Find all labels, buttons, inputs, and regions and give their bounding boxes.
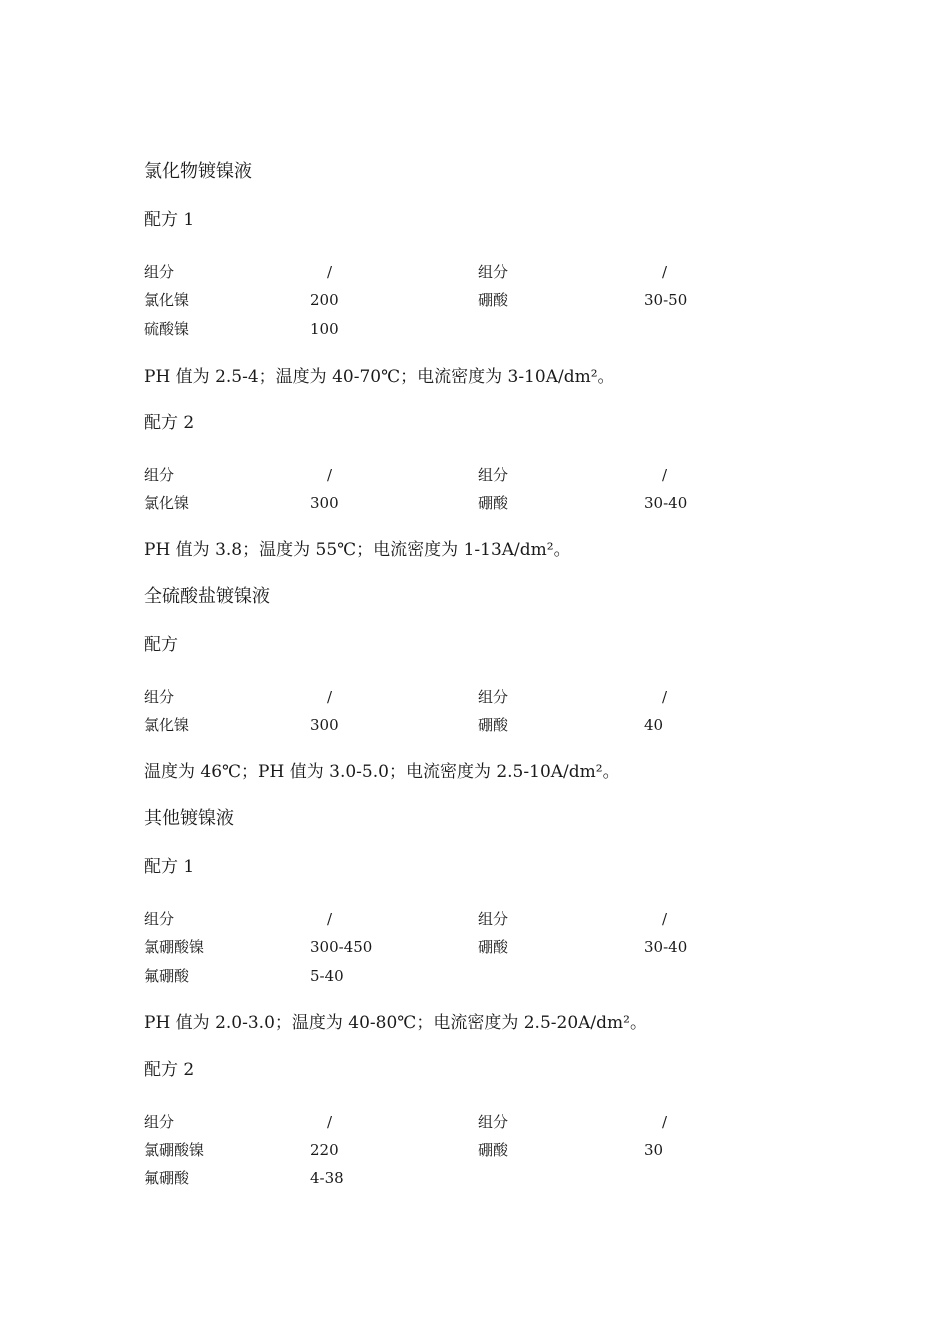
- table-row: [0, 715, 950, 735]
- header-unit: /: [327, 1113, 333, 1131]
- header-component: 组分: [478, 910, 509, 928]
- component-amount: 30-40: [644, 938, 688, 956]
- section-heading: 氯化物镀镍液: [144, 161, 252, 182]
- table-header-row: [0, 262, 950, 282]
- header-unit: /: [662, 466, 668, 484]
- header-component: 组分: [478, 1113, 509, 1131]
- header-component: 组分: [144, 910, 175, 928]
- header-unit: /: [662, 1113, 668, 1131]
- header-unit: /: [662, 263, 668, 281]
- component-name: 硫酸镍: [144, 320, 190, 338]
- header-unit: /: [662, 910, 668, 928]
- component-amount: 30-40: [644, 494, 688, 512]
- header-component: 组分: [144, 1113, 175, 1131]
- header-component: 组分: [144, 466, 175, 484]
- header-unit: /: [327, 688, 333, 706]
- component-amount: 300: [310, 494, 339, 512]
- header-component: 组分: [478, 466, 509, 484]
- recipe-label: 配方 1: [144, 857, 195, 877]
- component-name: 硼酸: [478, 716, 509, 734]
- component-name: 硼酸: [478, 938, 509, 956]
- component-name: 硼酸: [478, 291, 509, 309]
- table-row: [0, 319, 950, 339]
- component-amount: 4-38: [310, 1169, 344, 1187]
- recipe-label: 配方 1: [144, 210, 195, 230]
- component-amount: 5-40: [310, 967, 344, 985]
- header-component: 组分: [144, 688, 175, 706]
- table-header-row: [0, 909, 950, 929]
- component-name: 氯化镍: [144, 291, 190, 309]
- table-row: [0, 937, 950, 957]
- component-name: 氯化镍: [144, 716, 190, 734]
- header-component: 组分: [144, 263, 175, 281]
- component-name: 硼酸: [478, 1141, 509, 1159]
- component-name: 氯硼酸镍: [144, 1141, 205, 1159]
- component-name: 氟硼酸: [144, 1169, 190, 1187]
- header-component: 组分: [478, 263, 509, 281]
- condition-text: 温度为 46℃；PH 值为 3.0-5.0；电流密度为 2.5-10A/dm²。: [144, 762, 620, 782]
- table-header-row: [0, 1112, 950, 1132]
- header-component: 组分: [478, 688, 509, 706]
- table-row: [0, 290, 950, 310]
- component-amount: 300-450: [310, 938, 373, 956]
- header-unit: /: [327, 263, 333, 281]
- section-heading: 全硫酸盐镀镍液: [144, 586, 270, 607]
- condition-text: PH 值为 2.5-4；温度为 40-70℃；电流密度为 3-10A/dm²。: [144, 367, 615, 387]
- table-row: [0, 1168, 950, 1188]
- table-row: [0, 1140, 950, 1160]
- recipe-label: 配方 2: [144, 1060, 195, 1080]
- component-name: 硼酸: [478, 494, 509, 512]
- component-amount: 30-50: [644, 291, 688, 309]
- recipe-label: 配方 2: [144, 413, 195, 433]
- table-header-row: [0, 465, 950, 485]
- header-unit: /: [662, 688, 668, 706]
- component-name: 氯化镍: [144, 494, 190, 512]
- table-row: [0, 966, 950, 986]
- component-name: 氟硼酸: [144, 967, 190, 985]
- table-row: [0, 493, 950, 513]
- component-name: 氯硼酸镍: [144, 938, 205, 956]
- table-header-row: [0, 687, 950, 707]
- component-amount: 220: [310, 1141, 339, 1159]
- component-amount: 40: [644, 716, 664, 734]
- component-amount: 100: [310, 320, 339, 338]
- component-amount: 30: [644, 1141, 664, 1159]
- component-amount: 300: [310, 716, 339, 734]
- condition-text: PH 值为 3.8；温度为 55℃；电流密度为 1-13A/dm²。: [144, 540, 571, 560]
- header-unit: /: [327, 910, 333, 928]
- header-unit: /: [327, 466, 333, 484]
- component-amount: 200: [310, 291, 339, 309]
- condition-text: PH 值为 2.0-3.0；温度为 40-80℃；电流密度为 2.5-20A/dm²。: [144, 1013, 647, 1033]
- section-heading: 其他镀镍液: [144, 808, 234, 829]
- recipe-label: 配方: [144, 635, 178, 655]
